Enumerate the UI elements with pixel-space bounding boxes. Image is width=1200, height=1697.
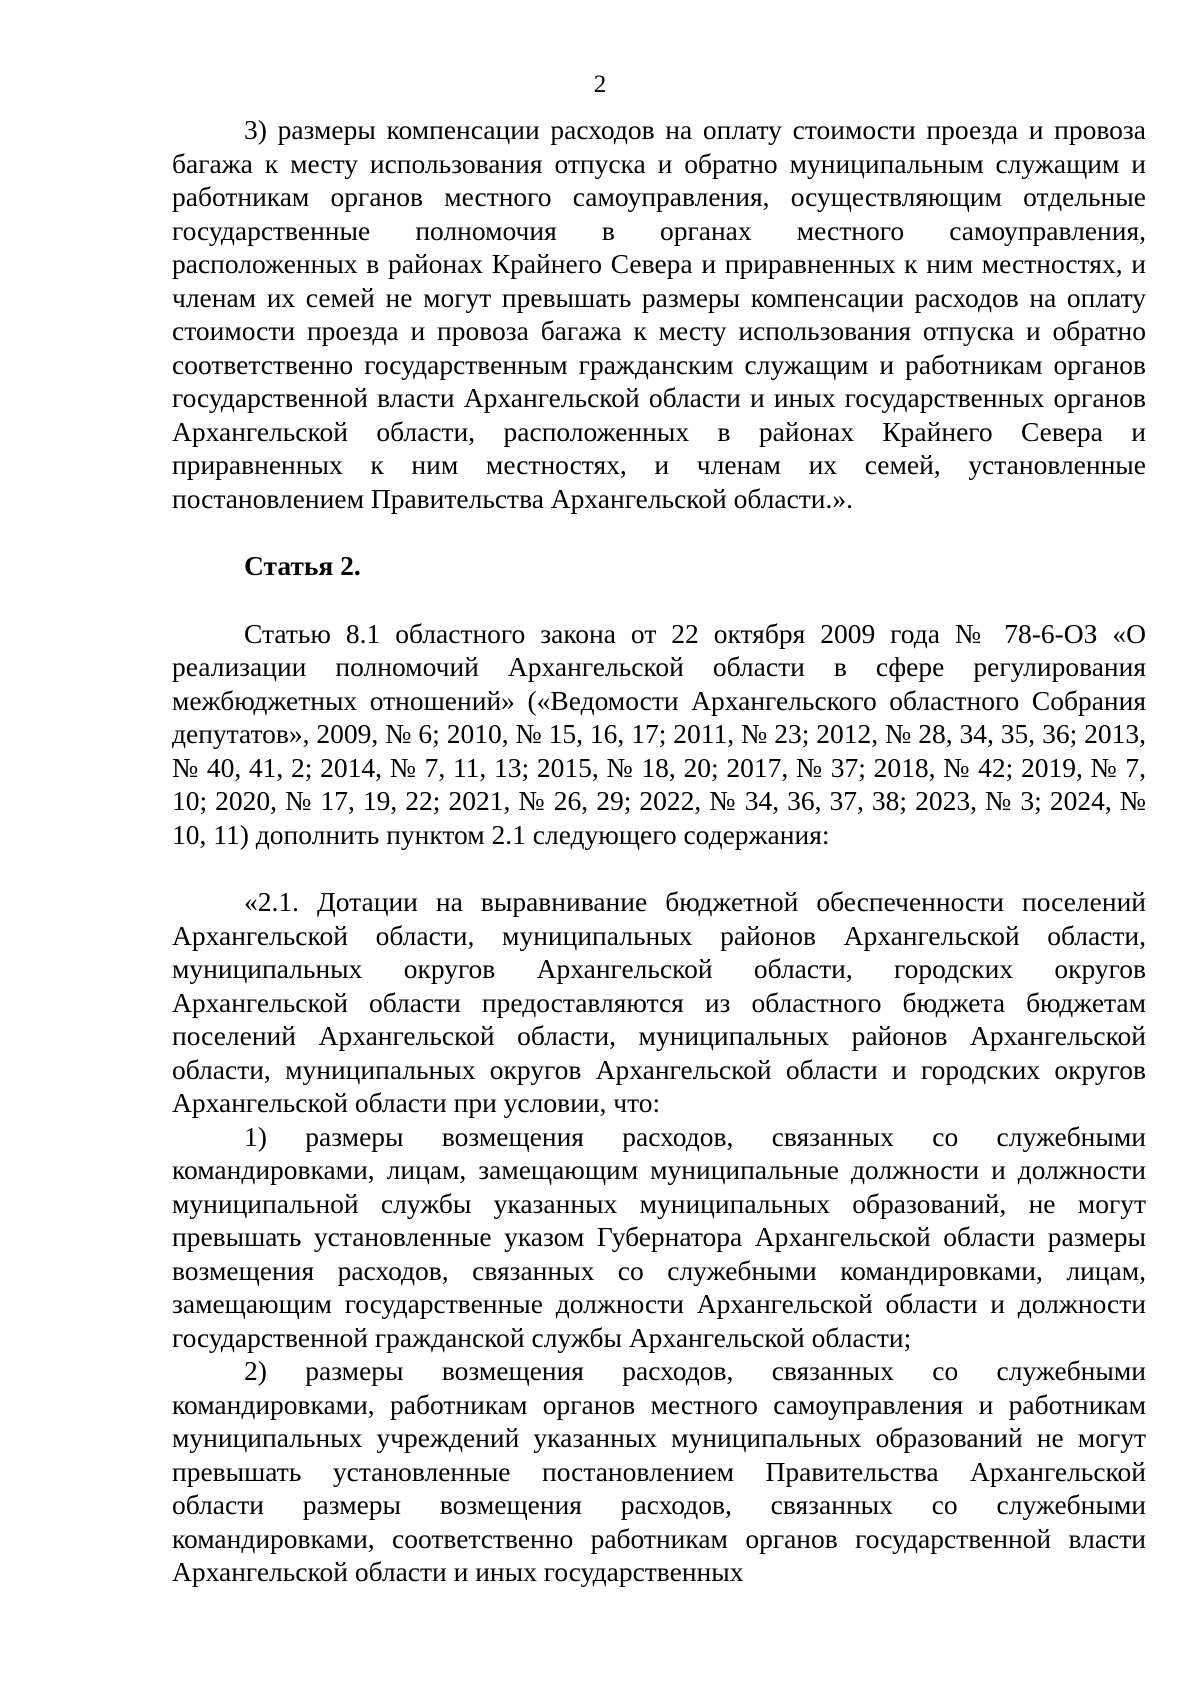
paragraph-article-body: Статью 8.1 областного закона от 22 октября 2009 года № 78-6-ОЗ «О реализации полномочий Архангельской области в сфере регулирования межбюджетных отношений» («Ведомости Архангельского областного Собрания депутатов», 2009, № 6; 2010, № 15, 16, 17; 2011, № 23; 2012, № 28, 34, 35, 36; 2013, № 40, 41, 2; 2014, № 7, 11, 13; 2015, № 18, 20; 2017, № 37; 2018, № 42; 2019, № 7, 10; 2020, № 17, 19, 22; 2021, № 26, 29; 2022, № 34, 36, 37, 38; 2023, № 3; 2024, № 10, 11) дополнить пунктом 2.1 следующего содержания:: [172, 617, 1146, 850]
article-heading: Статья 2.: [244, 550, 361, 581]
spacer: [172, 583, 1146, 617]
document-body: [172, 113, 1146, 1589]
spacer: [172, 851, 1146, 885]
paragraph-subitem-2: 2) размеры возмещения расходов, связанных со служебными командировками, работникам органов местного самоуправления и работникам муниципальных учреждений указанных муниципальных образований не могут превышать установленные постановлением Правительства Архангельской области размеры возмещения расходов, связанных со служебными командировками, соответственно работникам органов государственной власти Архангельской области и иных государственных: [172, 1355, 1146, 1587]
paragraph-subitem-1: 1) размеры возмещения расходов, связанных со служебными командировками, лицам, замещающим муниципальные должности и должности муниципальной службы указанных муниципальных образований, не могут превышать установленные указом Губернатора Архангельской области размеры возмещения расходов, связанных со служебными командировками, лицам, замещающим государственные должности Архангельской области и должности государственной гражданской службы Архангельской области;: [172, 1120, 1146, 1353]
paragraph-point-2-1: «2.1. Дотации на выравнивание бюджетной обеспеченности поселений Архангельской области, муниципальных районов Архангельской области, муниципальных округов Архангельской области, городских округов Архангельской области предоставляются из областного бюджета бюджетам поселений Архангельской области, муниципальных районов Архангельской области, муниципальных округов Архангельской области и городских округов Архангельской области при условии, что:: [172, 886, 1146, 1118]
page-number: 2: [593, 71, 607, 98]
paragraph-item-3: 3) размеры компенсации расходов на оплату стоимости проезда и провоза багажа к месту использования отпуска и обратно муниципальным служащим и работникам органов местного самоуправления, осуществляющим отдельные государственные полномочия в органах местного самоуправления, расположенных в районах Крайнего Севера и приравненных к ним местностях, и членам их семей не могут превышать размеры компенсации расходов на оплату стоимости проезда и провоза багажа к месту использования отпуска и обратно соответственно государственным гражданским служащим и работникам органов государственной власти Архангельской области и иных государственных органов Архангельской области, расположенных в районах Крайнего Севера и приравненных к ним местностях, и членам их семей, установленные постановлением Правительства Архангельской области.».: [172, 114, 1146, 514]
spacer: [172, 515, 1146, 549]
